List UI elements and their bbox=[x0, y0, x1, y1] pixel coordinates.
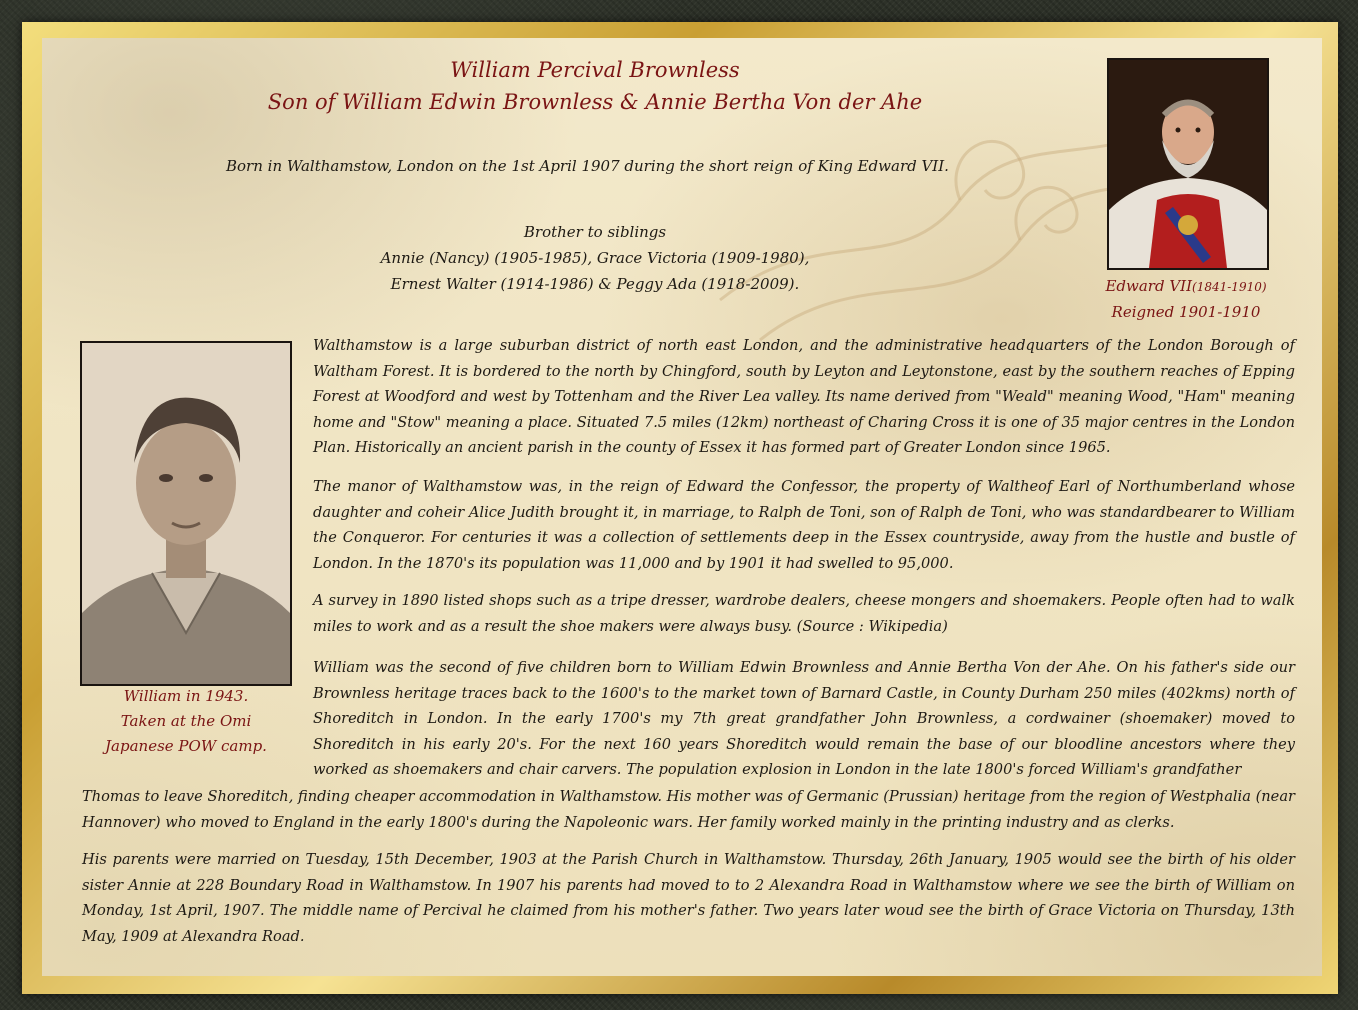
title-line-1: William Percival Brownless bbox=[450, 58, 740, 82]
king-caption-dates: (1841-1910) bbox=[1192, 280, 1267, 294]
william-portrait-image-icon bbox=[82, 343, 290, 684]
king-caption-name: Edward VII bbox=[1105, 277, 1193, 295]
paragraph-survey: A survey in 1890 listed shops such as a tripe dresser, wardrobe dealers, cheese mongers and shoemakers. People often had to walk miles to work and as a result the shoe makers were always busy. (Source : Wikipedia) bbox=[313, 592, 1295, 635]
william-caption-line-3: Japanese POW camp. bbox=[105, 737, 267, 755]
siblings-heading: Brother to siblings bbox=[523, 223, 667, 241]
king-edward-portrait bbox=[1107, 58, 1269, 270]
born-statement: Born in Walthamstow, London on the 1st April 1907 during the short reign of King Edward VII. bbox=[226, 157, 949, 175]
paragraph-william-family: William was the second of five children born to William Edwin Brownless and Annie Bertha Von der Ahe. On his father's side our Brownless heritage traces back to the 1600's to the market town of Barnard Castle, in County Durham 250 miles (402kms) north of Shoreditch in London. In the early 1700's my 7th great grandfather John Brownless, a cordwainer (shoemaker) moved to Shoreditch in his early 20's. For the next 160 years Shoreditch would remain the base of our bloodline ancestors where they worked as shoemakers and chair carvers. The population explosion in London in the late 1800's forced William's grandfather bbox=[313, 659, 1295, 778]
william-caption-line-2: Taken at the Omi bbox=[120, 712, 252, 730]
william-caption bbox=[74, 684, 298, 759]
paragraph-parents: His parents were married on Tuesday, 15th December, 1903 at the Parish Church in Walthamstow. Thursday, 26th January, 1905 would see the birth of his older sister Annie at 228 Boundary Road in Walthamstow. In 1907 his parents had moved to to 2 Alexandra Road in Walthamstow where we see the birth of William on Monday, 1st April, 1907. The middle name of Percival he claimed from his mother's father. Two years later woud see the birth of Grace Victoria on Thursday, 13th May, 1909 at Alexandra Road. bbox=[82, 851, 1295, 945]
king-caption-reigned: Reigned 1901-1910 bbox=[1111, 303, 1261, 321]
siblings-line-1: Annie (Nancy) (1905-1985), Grace Victoria (1909-1980), bbox=[380, 249, 810, 267]
william-photo bbox=[80, 341, 292, 686]
siblings-block bbox=[300, 219, 890, 297]
king-caption bbox=[1080, 274, 1292, 325]
paragraph-manor: The manor of Walthamstow was, in the reign of Edward the Confessor, the property of Waltheof Earl of Northumberland whose daughter and coheir Alice Judith brought it, in marriage, to Ralph de Toni, son of Ralph de Toni, who was standardbearer to William the Conqueror. For centuries it was a collection of settlements deep in the Essex countryside, away from the hustle and bustle of London. In the 1870's its population was 11,000 and by 1901 it had swelled to 95,000. bbox=[313, 478, 1295, 572]
paragraph-walthamstow: Walthamstow is a large suburban district of north east London, and the administrative headquarters of the London Borough of Waltham Forest. It is bordered to the north by Chingford, south by Leyton and Leytonstone, east by the southern reaches of Epping Forest at Woodford and west by Tottenham and the River Lea valley. Its name derived from "Weald" meaning Wood, "Ham" meaning home and "Stow" meaning a place. Situated 7.5 miles (12km) northeast of Charing Cross it is one of 35 major centres in the London Plan. Historically an ancient parish in the county of Essex it has formed part of Greater London since 1965. bbox=[313, 337, 1295, 456]
paragraph-william-family-continued: Thomas to leave Shoreditch, finding cheaper accommodation in Walthamstow. His mother was of Germanic (Prussian) heritage from the region of Westphalia (near Hannover) who moved to England in the early 1800's during the Napoleonic wars. Her family worked mainly in the printing industry and as clerks. bbox=[82, 788, 1295, 831]
title-line-2: Son of William Edwin Brownless & Annie Bertha Von der Ahe bbox=[267, 90, 923, 114]
king-portrait-image-icon bbox=[1109, 60, 1267, 268]
siblings-line-2: Ernest Walter (1914-1986) & Peggy Ada (1918-2009). bbox=[390, 275, 800, 293]
william-caption-line-1: William in 1943. bbox=[123, 687, 249, 705]
